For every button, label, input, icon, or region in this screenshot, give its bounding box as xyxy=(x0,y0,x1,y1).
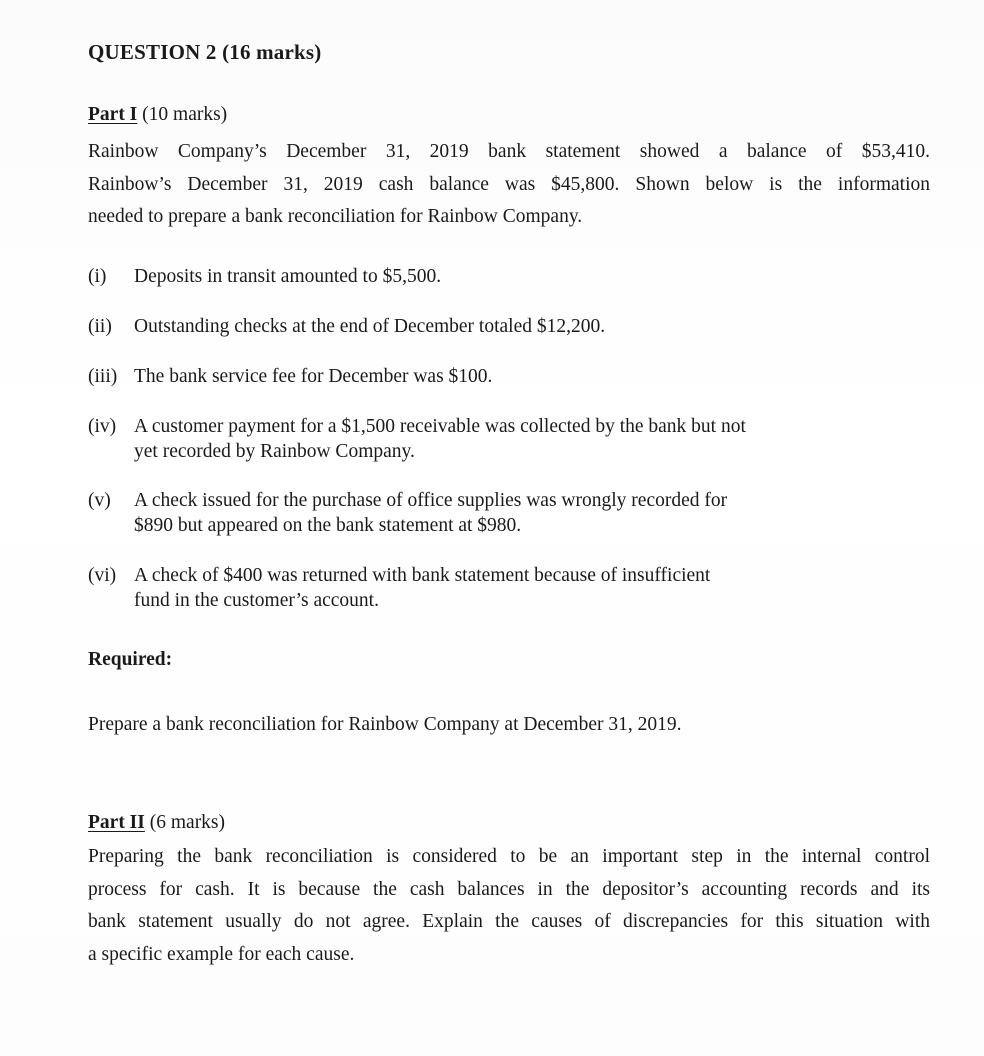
required-instruction: Prepare a bank reconciliation for Rainbow Company at December 31, 2019. xyxy=(88,714,682,735)
list-item-number: (v) xyxy=(88,490,111,511)
list-item-text: The bank service fee for December was $100. xyxy=(134,366,493,387)
part1-intro-line: needed to prepare a bank reconciliation for Rainbow Company. xyxy=(88,206,583,227)
part2-body-line: bank statement usually do not agree. Explain the causes of discrepancies for this situation with xyxy=(88,911,930,932)
part2-body-line: Preparing the bank reconciliation is considered to be an important step in the internal control xyxy=(88,846,930,867)
list-item-text: Deposits in transit amounted to $5,500. xyxy=(134,266,442,287)
list-item-text: Outstanding checks at the end of December totaled $12,200. xyxy=(134,316,606,337)
part1-heading xyxy=(88,104,227,126)
part1-label: Part I xyxy=(88,104,138,125)
part1-intro-line: Rainbow Company’s December 31, 2019 bank statement showed a balance of $53,410. xyxy=(88,141,930,162)
part2-body-line: a specific example for each cause. xyxy=(88,943,355,965)
list-item-number: (iii) xyxy=(88,366,118,387)
part2-marks: (6 marks) xyxy=(144,812,226,833)
list-item-number: (vi) xyxy=(88,565,117,586)
part2-heading xyxy=(88,812,225,834)
part1-intro-line: Rainbow’s December 31, 2019 cash balance was $45,800. Shown below is the information xyxy=(88,173,930,195)
part2-label: Part II xyxy=(88,812,145,833)
part2-body-line: process for cash. It is because the cash balances in the depositor’s accounting records and its xyxy=(88,878,930,900)
part2-body xyxy=(88,841,930,971)
list-item-text: $890 but appeared on the bank statement at $980. xyxy=(134,515,522,536)
list-item-number: (ii) xyxy=(88,316,112,337)
list-item-text: yet recorded by Rainbow Company. xyxy=(134,441,415,462)
list-item-text: A customer payment for a $1,500 receivable was collected by the bank but not xyxy=(134,416,746,437)
part1-marks: (10 marks) xyxy=(142,104,228,125)
list-item-number: (iv) xyxy=(88,416,117,437)
list-item-text: A check of $400 was returned with bank statement because of insufficient xyxy=(134,565,711,586)
question-title: QUESTION 2 (16 marks) xyxy=(88,40,322,64)
list-item-text: fund in the customer’s account. xyxy=(134,590,379,611)
list-item-number: (i) xyxy=(88,266,107,287)
required-label: Required: xyxy=(88,649,173,670)
list-item-text: A check issued for the purchase of office supplies was wrongly recorded for xyxy=(134,490,728,511)
part1-intro xyxy=(88,136,930,234)
